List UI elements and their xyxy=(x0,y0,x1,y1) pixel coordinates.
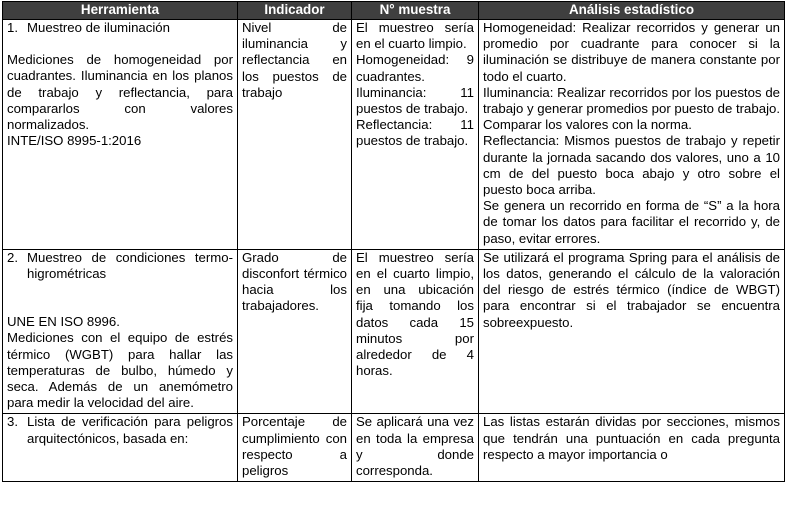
header-indicador: Indicador xyxy=(238,2,352,20)
cell-tool xyxy=(3,249,238,414)
cell-sample xyxy=(352,20,479,250)
cell-analysis: Se utilizará el programa Spring para el análisis de los datos, generando el cálculo de la valoración del riesgo de estrés térmico (índice de WBGT) para encontrar si el trabajador se encuentra sobreexpuesto. xyxy=(479,249,785,414)
cell-tool xyxy=(3,414,238,482)
tool-description: Mediciones con el equipo de estrés térmico (WGBT) para hallar las temperaturas de bulbo, húmedo y seca. Además de un anemómetro para medir la velocidad del aire. xyxy=(7,330,233,411)
analysis-text: Homogeneidad: Realizar recorridos y generar un promedio por cuadrante para conocer si la iluminación se distribuye de manera constante por todo el cuarto. xyxy=(483,20,780,84)
sample-text: Iluminancia: 11 puestos de trabajo. xyxy=(356,84,474,117)
sample-text: Homogeneidad: 9 cuadrantes. xyxy=(356,52,474,84)
analysis-text: Iluminancia: Realizar recorridos por los puestos de trabajo y generar promedios por puesto de trabajo. Comparar los valores con la norma. xyxy=(483,84,780,133)
tool-item xyxy=(7,20,233,36)
table-row xyxy=(3,414,785,482)
methodology-table xyxy=(2,1,785,482)
sample-text: Reflectancia: 11 puestos de trabajo. xyxy=(356,117,474,149)
tool-standard: INTE/ISO 8995-1:2016 xyxy=(7,133,142,149)
tool-standard: UNE EN ISO 8996. xyxy=(7,314,120,330)
cell-indicator: Nivel de iluminancia y reflectancia en los puestos de trabajo xyxy=(238,20,352,250)
tool-title: Muestreo de condiciones termo-higrométricas xyxy=(27,249,233,282)
cell-indicator: Porcentaje de cumplimiento con respecto a peligros xyxy=(238,414,352,482)
table-row xyxy=(3,20,785,250)
sample-text: El muestreo sería en el cuarto limpio. xyxy=(356,20,474,52)
tool-item xyxy=(7,250,233,282)
tool-description: Mediciones de homogeneidad por cuadrantes. Iluminancia en los planos de trabajo y reflectancia, para compararlos con valores normalizados. xyxy=(7,52,233,133)
item-number: 1. xyxy=(7,20,18,35)
item-number: 2. xyxy=(7,249,18,265)
cell-analysis: Las listas estarán dividas por secciones, mismos que tendrán una puntuación en cada pregunta respecto a mayor importancia o xyxy=(479,414,785,482)
header-row xyxy=(3,2,785,20)
header-analisis: Análisis estadístico xyxy=(479,2,785,20)
header-herramienta: Herramienta xyxy=(3,2,238,20)
analysis-text: Se genera un recorrido en forma de “S” a la hora de tomar los datos para facilitar el recorrido y, de paso, evitar errores. xyxy=(483,198,780,246)
header-n-muestra: N° muestra xyxy=(352,2,479,20)
tool-title: Lista de verificación para peligros arquitectónicos, basada en: xyxy=(27,414,233,446)
item-number: 3. xyxy=(7,414,18,430)
tool-title: Muestreo de iluminación xyxy=(27,20,170,35)
tool-item xyxy=(7,414,233,446)
cell-sample: Se aplicará una vez en toda la empresa y donde corresponda. xyxy=(352,414,479,482)
cell-indicator: Grado de disconfort térmico hacia los trabajadores. xyxy=(238,249,352,414)
cell-analysis xyxy=(479,20,785,250)
analysis-text: Reflectancia: Mismos puestos de trabajo y repetir durante la jornada sacando dos valores, uno a 10 cm de del puesto boca abajo y otro sobre el puesto boca arriba. xyxy=(483,133,780,198)
cell-tool xyxy=(3,20,238,250)
cell-sample: El muestreo sería en el cuarto limpio, en una ubicación fija tomando los datos cada 15 minutos por alrededor de 4 horas. xyxy=(352,249,479,414)
table-row xyxy=(3,249,785,414)
